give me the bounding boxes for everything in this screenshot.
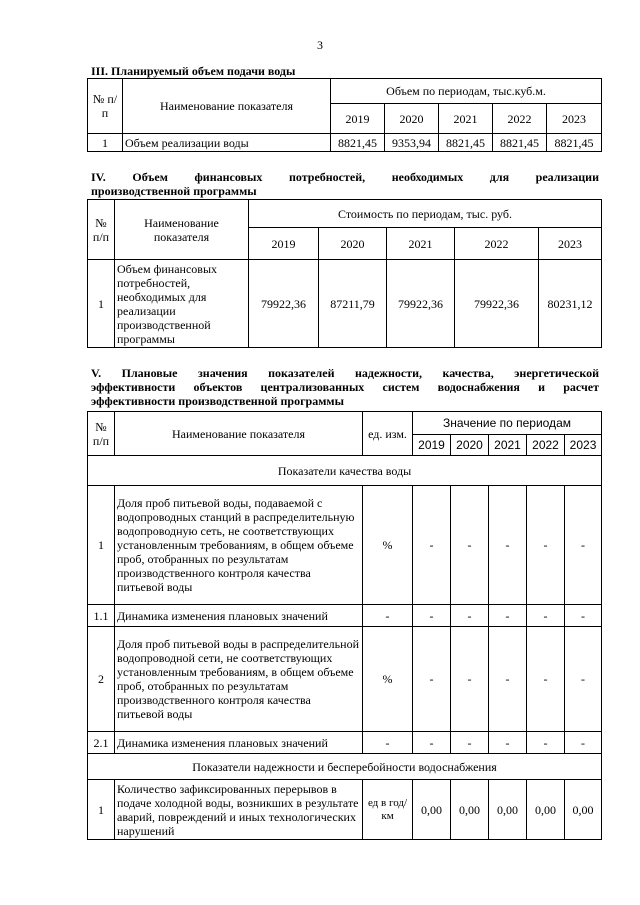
row-name: Динамика изменения плановых значений bbox=[115, 732, 363, 754]
row-num: 1 bbox=[88, 134, 123, 152]
row-value: - bbox=[527, 627, 565, 732]
row-value: - bbox=[413, 486, 451, 605]
header-year: 2022 bbox=[455, 228, 539, 260]
row-name: Объем реализации воды bbox=[123, 134, 331, 152]
row-value: - bbox=[565, 486, 602, 605]
header-year: 2023 bbox=[547, 104, 602, 134]
row-num: 1 bbox=[88, 780, 115, 840]
header-year: 2022 bbox=[493, 104, 547, 134]
header-unit: ед. изм. bbox=[363, 412, 413, 456]
table-row bbox=[88, 605, 602, 627]
row-unit: - bbox=[363, 732, 413, 754]
row-num: 1 bbox=[88, 260, 115, 348]
row-value: 79922,36 bbox=[455, 260, 539, 348]
financial-needs-table bbox=[87, 199, 602, 348]
row-name: Доля проб питьевой воды, подаваемой с водопроводных станций в распределительную водопроводную сеть, не соответствующих установленным требованиям, в общем объеме проб, отобранных по результатам производственного контроля качества питьевой воды bbox=[115, 486, 363, 605]
row-value: - bbox=[451, 627, 489, 732]
section-5-title-line2: эффективности объектов централизованных систем водоснабжения и расчет bbox=[91, 380, 599, 394]
section-4-title-line2: производственной программы bbox=[91, 184, 257, 198]
header-year: 2019 bbox=[331, 104, 385, 134]
row-value: - bbox=[489, 732, 527, 754]
row-value: 0,00 bbox=[451, 780, 489, 840]
row-value: - bbox=[489, 627, 527, 732]
header-name: Наименование показателя bbox=[115, 200, 249, 260]
row-unit: % bbox=[363, 486, 413, 605]
section-5-title-line1: V. Плановые значения показателей надежности, качества, энергетической bbox=[91, 366, 599, 380]
row-value: - bbox=[451, 732, 489, 754]
group-reliability: Показатели надежности и бесперебойности водоснабжения bbox=[88, 754, 602, 780]
row-value: 9353,94 bbox=[385, 134, 439, 152]
row-unit: - bbox=[363, 605, 413, 627]
table-row bbox=[88, 627, 602, 732]
row-value: 0,00 bbox=[527, 780, 565, 840]
row-value: - bbox=[489, 486, 527, 605]
section-4-title-line1: IV. Объем финансовых потребностей, необходимых для реализации bbox=[91, 170, 599, 184]
header-num: № п/п bbox=[88, 79, 123, 134]
row-value: - bbox=[451, 486, 489, 605]
row-value: 0,00 bbox=[413, 780, 451, 840]
table-row bbox=[88, 780, 602, 840]
header-year: 2020 bbox=[319, 228, 387, 260]
header-year: 2023 bbox=[565, 435, 602, 456]
row-value: 0,00 bbox=[489, 780, 527, 840]
row-value: 0,00 bbox=[565, 780, 602, 840]
header-periods: Стоимость по периодам, тыс. руб. bbox=[249, 200, 602, 228]
row-value: 8821,45 bbox=[331, 134, 385, 152]
row-value: - bbox=[413, 605, 451, 627]
header-year: 2021 bbox=[387, 228, 455, 260]
header-year: 2021 bbox=[439, 104, 493, 134]
row-unit: % bbox=[363, 627, 413, 732]
header-year: 2023 bbox=[539, 228, 602, 260]
row-value: - bbox=[451, 605, 489, 627]
supply-volume-table bbox=[87, 78, 602, 152]
row-value: 79922,36 bbox=[249, 260, 319, 348]
header-periods: Значение по периодам bbox=[413, 412, 602, 435]
header-num: № п/п bbox=[88, 412, 115, 456]
row-value: 8821,45 bbox=[439, 134, 493, 152]
table-row bbox=[88, 732, 602, 754]
row-value: 8821,45 bbox=[493, 134, 547, 152]
row-value: - bbox=[413, 732, 451, 754]
row-num: 2.1 bbox=[88, 732, 115, 754]
row-value: 79922,36 bbox=[387, 260, 455, 348]
row-name: Доля проб питьевой воды в распределительной водопроводной сети, не соответствующих установленным требованиям, в общем объеме проб, отобранных по результатам производственного контроля качества питьевой воды bbox=[115, 627, 363, 732]
row-value: - bbox=[565, 605, 602, 627]
table-row bbox=[88, 486, 602, 605]
row-value: 87211,79 bbox=[319, 260, 387, 348]
row-num: 2 bbox=[88, 627, 115, 732]
indicators-table bbox=[87, 411, 602, 840]
section-5-title-line3: эффективности производственной программы bbox=[91, 394, 344, 408]
header-year: 2022 bbox=[527, 435, 565, 456]
row-value: - bbox=[527, 486, 565, 605]
header-year: 2019 bbox=[413, 435, 451, 456]
row-value: - bbox=[527, 605, 565, 627]
section-3-title: III. Планируемый объем подачи воды bbox=[91, 64, 296, 78]
table-row bbox=[88, 260, 602, 348]
section-5-title bbox=[91, 366, 599, 408]
row-value: - bbox=[527, 732, 565, 754]
header-periods: Объем по периодам, тыс.куб.м. bbox=[331, 79, 602, 104]
row-value: 8821,45 bbox=[547, 134, 602, 152]
row-value: - bbox=[413, 627, 451, 732]
row-name: Количество зафиксированных перерывов в подаче холодной воды, возникших в результате аварий, повреждений и иных технологических нарушений bbox=[115, 780, 363, 840]
page-number: 3 bbox=[317, 38, 323, 52]
row-name: Объем финансовых потребностей, необходимых для реализации производственной программы bbox=[115, 260, 249, 348]
row-value: - bbox=[565, 732, 602, 754]
table-row bbox=[88, 134, 602, 152]
row-name: Динамика изменения плановых значений bbox=[115, 605, 363, 627]
header-num: № п/п bbox=[88, 200, 115, 260]
row-num: 1.1 bbox=[88, 605, 115, 627]
header-name: Наименование показателя bbox=[123, 79, 331, 134]
row-value: 80231,12 bbox=[539, 260, 602, 348]
row-num: 1 bbox=[88, 486, 115, 605]
row-unit: ед в год/ км bbox=[363, 780, 413, 840]
header-year: 2020 bbox=[451, 435, 489, 456]
row-value: - bbox=[565, 627, 602, 732]
header-name: Наименование показателя bbox=[115, 412, 363, 456]
row-value: - bbox=[489, 605, 527, 627]
header-year: 2021 bbox=[489, 435, 527, 456]
header-year: 2020 bbox=[385, 104, 439, 134]
header-year: 2019 bbox=[249, 228, 319, 260]
section-4-title bbox=[91, 170, 599, 198]
group-quality: Показатели качества воды bbox=[88, 456, 602, 486]
